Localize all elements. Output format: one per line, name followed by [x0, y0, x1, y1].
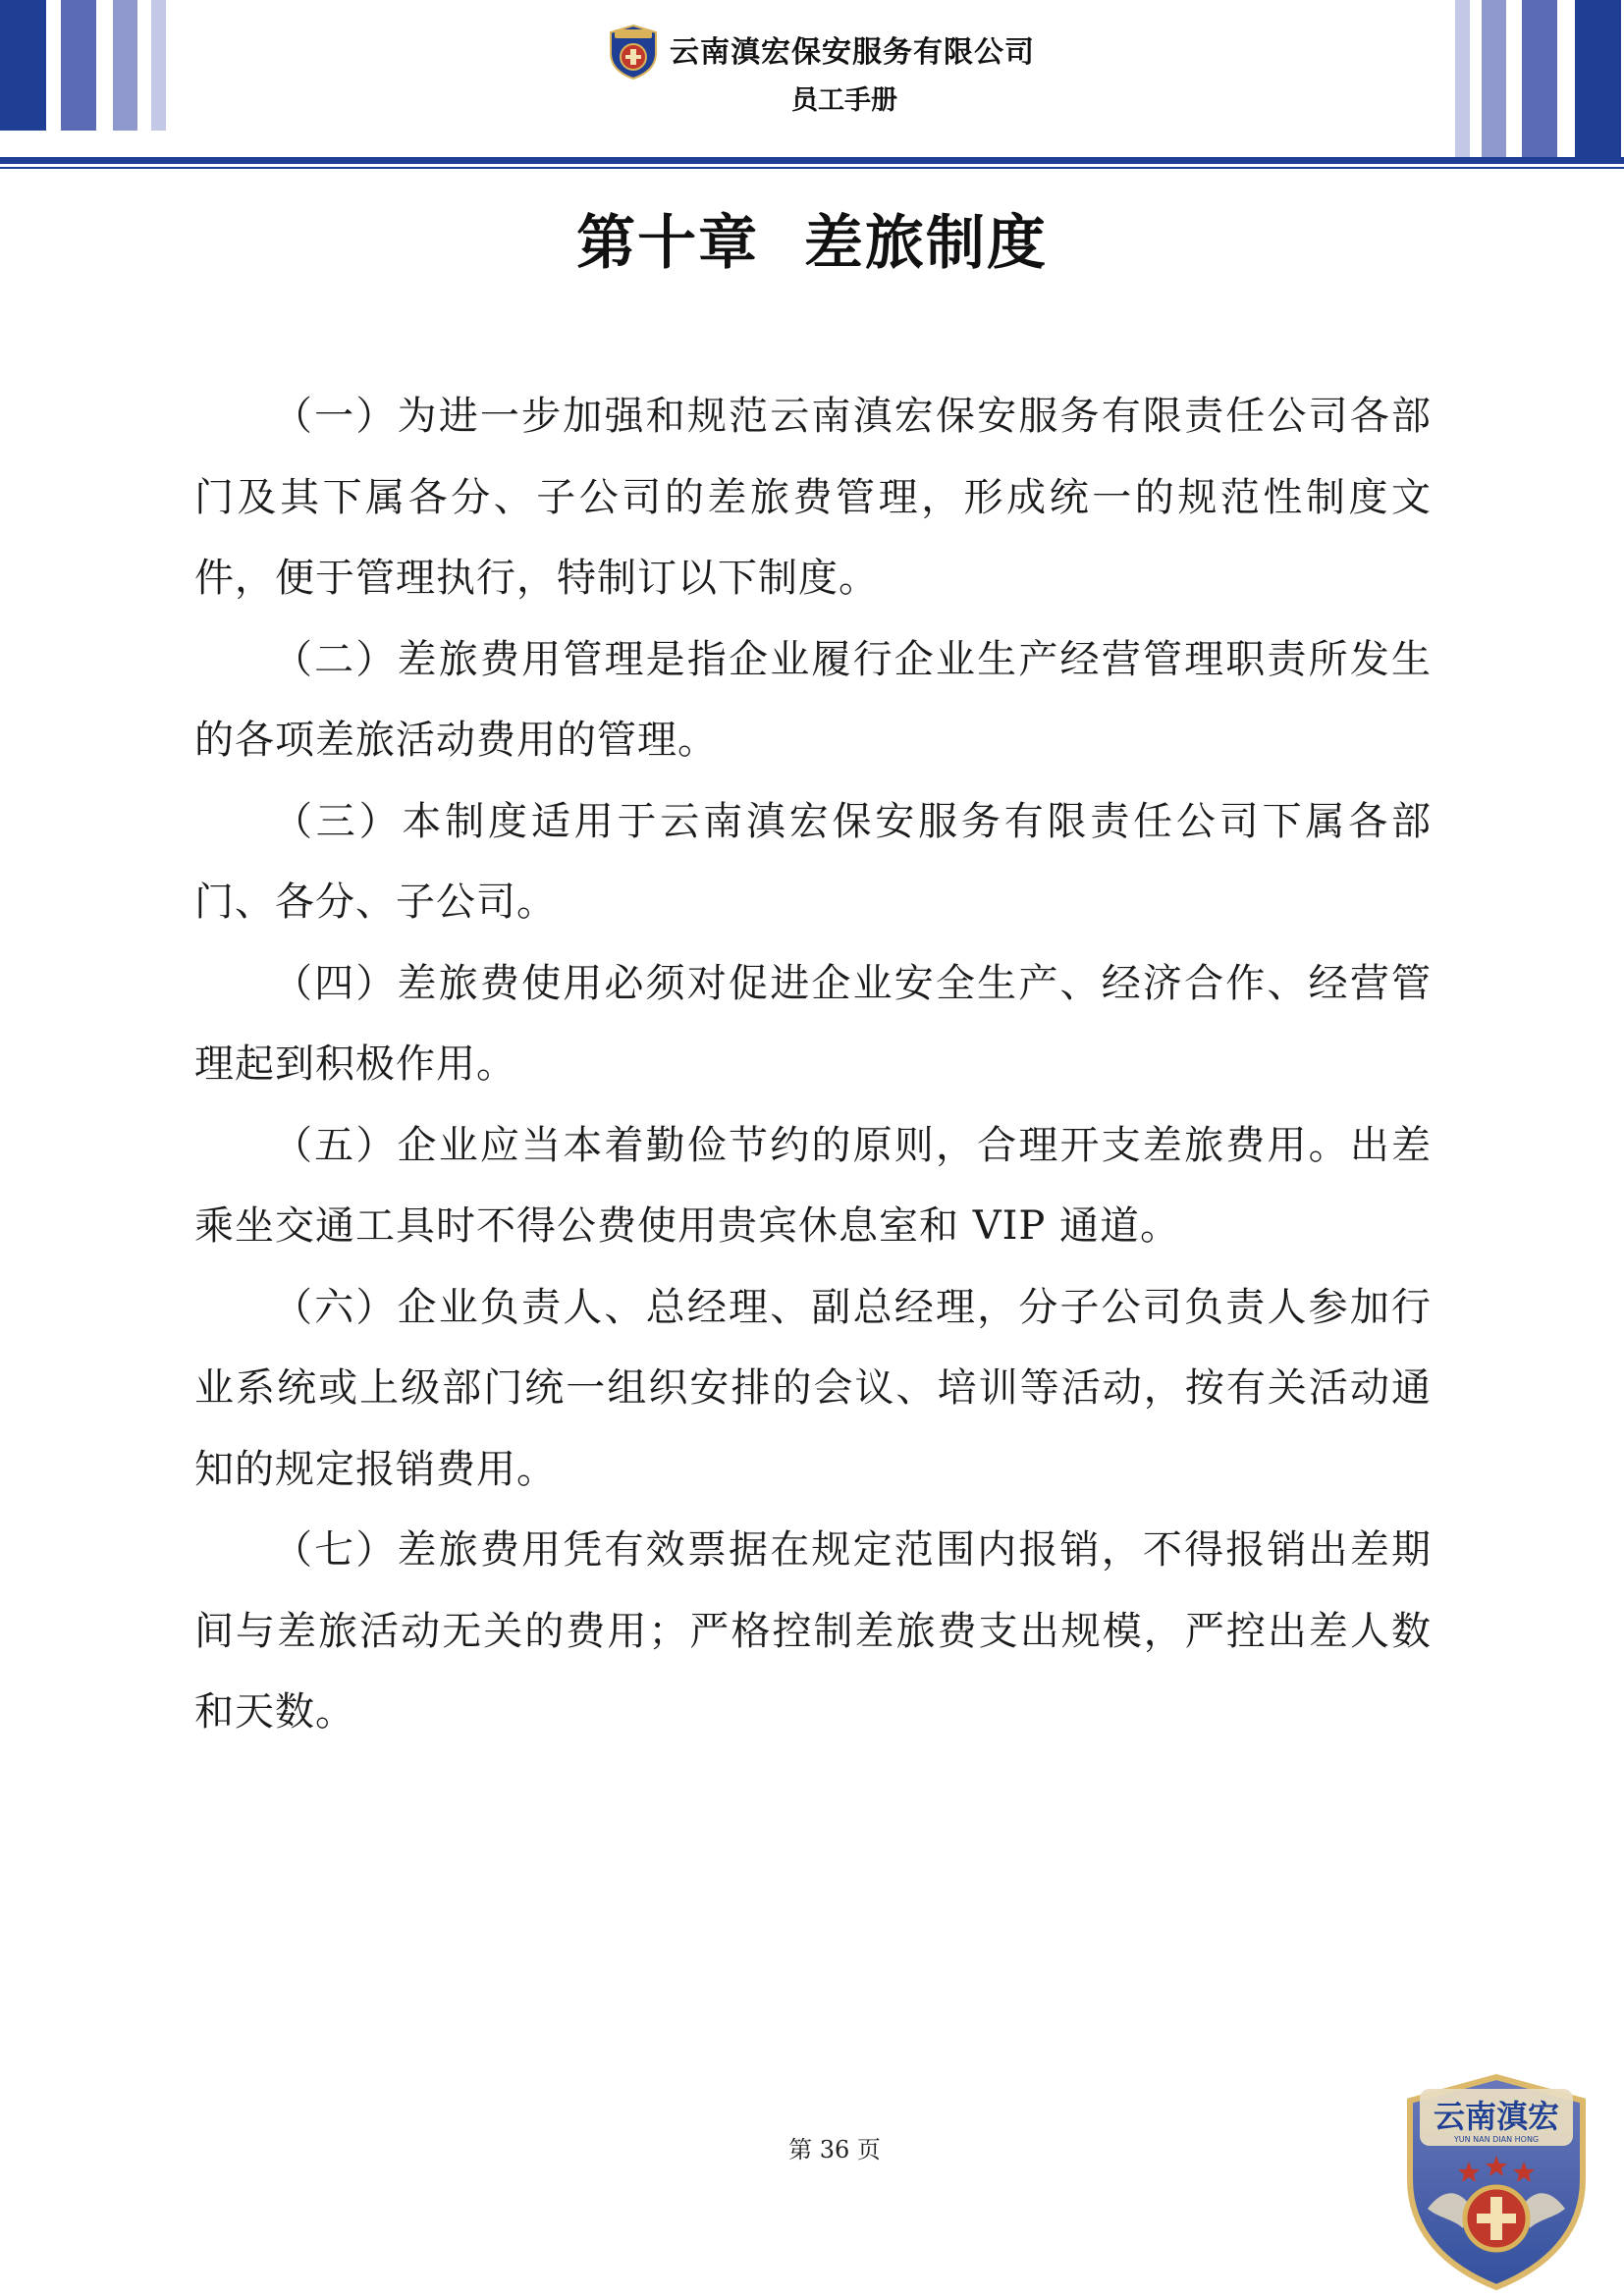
paragraph: （七）差旅费用凭有效票据在规定范围内报销，不得报销出差期间与差旅活动无关的费用；严格控制差旅费支出规模，严控出差人数和天数。	[194, 1527, 1432, 1735]
paragraph: （五）企业应当本着勤俭节约的原则，合理开支差旅费用。出差乘坐交通工具时不得公费使用贵宾休息室和 VIP 通道。	[194, 1122, 1432, 1249]
paragraph: （四）差旅费使用必须对促进企业安全生产、经济合作、经营管理起到积极作用。	[194, 960, 1432, 1087]
company-badge-icon	[1398, 2071, 1595, 2292]
paragraph: （一）为进一步加强和规范云南滇宏保安服务有限责任公司各部门及其下属各分、子公司的差旅费管理，形成统一的规范性制度文件，便于管理执行，特制订以下制度。	[194, 394, 1432, 601]
page-number: 第 36 页	[788, 2136, 881, 2163]
company-shield-logo-icon	[607, 24, 660, 80]
header-subtitle: 员工手册	[791, 85, 897, 116]
paragraph: （二）差旅费用管理是指企业履行企业生产经营管理职责所发生的各项差旅活动费用的管理。	[194, 636, 1432, 763]
header-divider-thin	[0, 167, 1624, 169]
paragraph: （三）本制度适用于云南滇宏保安服务有限责任公司下属各部门、各分、子公司。	[194, 798, 1432, 925]
chapter-body	[194, 376, 1432, 1753]
chapter-title: 第十章 差旅制度	[576, 209, 1048, 278]
badge-brand-text: 云南滇宏	[1433, 2098, 1560, 2135]
badge-brand-romanized: YUN NAN DIAN HONG	[1453, 2135, 1540, 2144]
paragraph: （六）企业负责人、总经理、副总经理，分子公司负责人参加行业系统或上级部门统一组织安排的会议、培训等活动，按有关活动通知的规定报销费用。	[194, 1284, 1432, 1492]
header-divider	[0, 157, 1624, 164]
header-company-name: 云南滇宏保安服务有限公司	[670, 35, 1035, 70]
